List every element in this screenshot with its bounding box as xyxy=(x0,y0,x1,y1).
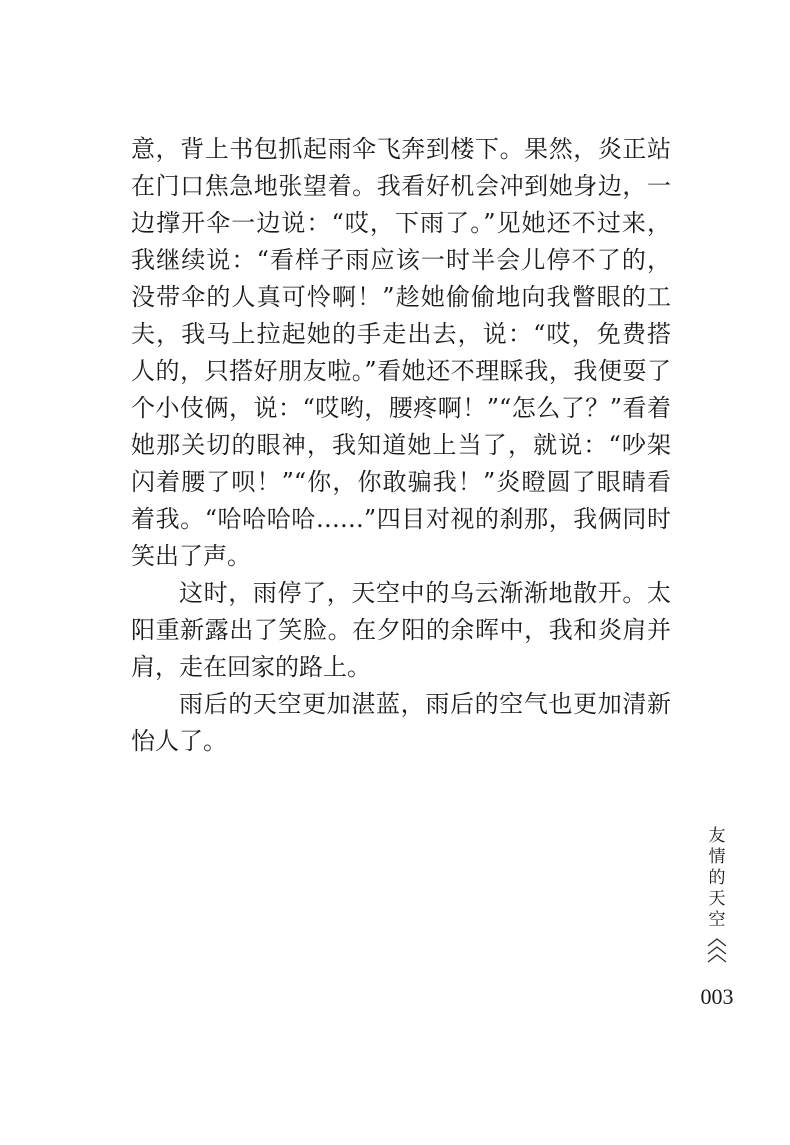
running-title-char: 的 xyxy=(708,868,726,888)
paragraph-2: 这时，雨停了，天空中的乌云渐渐地散开。太阳重新露出了笑脸。在夕阳的余晖中，我和炎肩并肩，走在回家的路上。 xyxy=(131,579,671,681)
body-text xyxy=(131,131,671,760)
triple-chevron-up-icon xyxy=(704,936,730,966)
page-number: 003 xyxy=(700,984,734,1009)
running-title-char: 天 xyxy=(708,889,726,909)
running-title-char: 空 xyxy=(708,910,726,930)
running-title-char: 友 xyxy=(708,826,726,846)
paragraph-1: 意，背上书包抓起雨伞飞奔到楼下。果然，炎正站在门口焦急地张望着。我看好机会冲到她身边，一边撑开伞一边说：“哎，下雨了。”见她还不过来，我继续说：“看样子雨应该一时半会儿停不了的，没带伞的人真可怜啊！”趁她偷偷地向我瞥眼的工夫，我马上拉起她的手走出去，说：“哎，免费搭人的，只搭好朋友啦。”看她还不理睬我，我便耍了个小伎俩，说：“哎哟，腰疼啊！”“怎么了？”看着她那关切的眼神，我知道她上当了，就说：“吵架闪着腰了呗！”“你，你敢骗我！”炎瞪圆了眼睛看着我。“哈哈哈哈……”四目对视的刹那，我俩同时笑出了声。 xyxy=(131,135,671,570)
running-title-char: 情 xyxy=(708,847,726,867)
running-title xyxy=(705,826,729,931)
paragraph-3: 雨后的天空更加湛蓝，雨后的空气也更加清新怡人了。 xyxy=(131,690,671,755)
